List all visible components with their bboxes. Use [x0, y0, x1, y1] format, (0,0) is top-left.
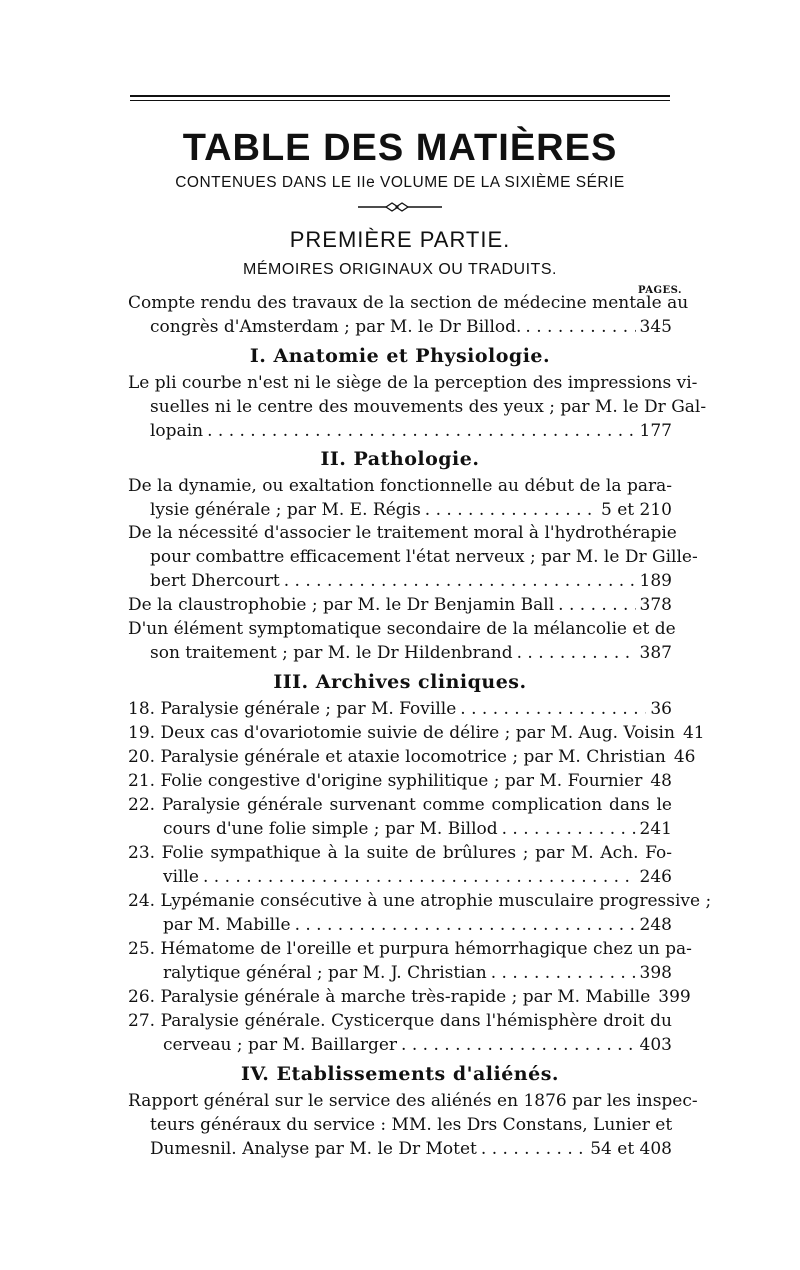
leader-dots	[295, 913, 636, 937]
toc-entry-line: De la dynamie, ou exaltation fonctionnelle au début de la para-	[128, 476, 672, 496]
leader-dots	[207, 419, 635, 443]
section-heading-archives: III. Archives cliniques.	[273, 671, 527, 693]
toc-entry-text: cours d'une folie simple ; par M. Billod	[163, 819, 498, 839]
toc-entry-line	[163, 1033, 672, 1057]
toc-entry-line	[128, 985, 691, 1009]
toc-entry-line: 25. Hématome de l'oreille et purpura hémorrhagique chez un pa-	[128, 939, 692, 959]
toc-entry-line	[150, 498, 672, 522]
toc-page-number: 41	[682, 723, 705, 743]
part-heading: PREMIÈRE PARTIE.	[289, 227, 511, 252]
toc-entry-text: 21. Folie congestive d'origine syphilitique ; par M. Fournier	[128, 771, 643, 791]
page-subtitle: CONTENUES DANS LE IIe VOLUME DE LA SIXIÈME SÉRIE	[175, 174, 625, 191]
leader-dots	[525, 315, 635, 339]
toc-page-number: 5 et 210	[601, 500, 672, 520]
toc-entry-text: 20. Paralysie générale et ataxie locomotrice ; par M. Christian	[128, 747, 666, 767]
toc-entry-line: 27. Paralysie générale. Cysticerque dans l'hémisphère droit du	[128, 1011, 672, 1031]
toc-entry-line: D'un élément symptomatique secondaire de la mélancolie et de	[128, 619, 676, 639]
toc-entry-text: 19. Deux cas d'ovariotomie suivie de délire ; par M. Aug. Voisin	[128, 723, 675, 743]
toc-entry-text: son traitement ; par M. le Dr Hildenbrand	[150, 643, 513, 663]
toc-entry-line	[163, 961, 672, 985]
section-heading-pathologie: II. Pathologie.	[320, 448, 480, 470]
toc-page-number: 177	[639, 421, 672, 441]
toc-entry-line	[128, 721, 705, 745]
leader-dots	[284, 569, 636, 593]
leader-dots	[517, 641, 636, 665]
leader-dots	[425, 498, 597, 522]
leader-dots	[401, 1033, 636, 1057]
toc-entry-text: lopain	[150, 421, 204, 441]
toc-entry-line	[150, 1137, 672, 1161]
toc-page-number: 54 et 408	[590, 1139, 672, 1159]
toc-entry-line	[150, 419, 672, 443]
toc-page-number: 189	[639, 571, 672, 591]
page-title: TABLE DES MATIÈRES	[182, 127, 618, 169]
toc-entry-line: Compte rendu des travaux de la section de médecine mentale au	[128, 293, 689, 313]
toc-entry-line	[128, 745, 696, 769]
section-heading-anatomie: I. Anatomie et Physiologie.	[249, 345, 551, 367]
toc-entry-text: ville	[163, 867, 199, 887]
toc-page-number: 46	[673, 747, 696, 767]
toc-entry-line: 23. Folie sympathique à la suite de brûlures ; par M. Ach. Fo-	[128, 843, 672, 863]
toc-entry-line	[150, 569, 672, 593]
part-subheading: MÉMOIRES ORIGINAUX OU TRADUITS.	[243, 261, 557, 278]
toc-page-number: 246	[639, 867, 672, 887]
toc-entry-line	[128, 697, 672, 721]
leader-dots	[558, 593, 635, 617]
toc-entry-line	[128, 769, 672, 793]
toc-entry-line: Le pli courbe n'est ni le siège de la perception des impressions vi-	[128, 373, 698, 393]
toc-entry-text: cerveau ; par M. Baillarger	[163, 1035, 398, 1055]
leader-dots	[203, 865, 636, 889]
toc-entry-line: teurs généraux du service : MM. les Drs Constans, Lunier et	[150, 1115, 673, 1135]
toc-entry-line	[150, 641, 672, 665]
toc-entry-text: congrès d'Amsterdam ; par M. le Dr Billod.	[150, 317, 522, 337]
toc-entry-line	[128, 593, 672, 617]
toc-page-number: 398	[639, 963, 672, 983]
toc-entry-line	[163, 865, 672, 889]
toc-entry-text: bert Dhercourt	[150, 571, 280, 591]
toc-entry-text: De la claustrophobie ; par M. le Dr Benjamin Ball	[128, 595, 555, 615]
toc-page-number: 345	[639, 317, 672, 337]
toc-entry-text: lysie générale ; par M. E. Régis	[150, 500, 421, 520]
toc-entry-line: 24. Lypémanie consécutive à une atrophie musculaire progressive ;	[128, 891, 712, 911]
toc-entry-text: Dumesnil. Analyse par M. le Dr Motet	[150, 1139, 477, 1159]
toc-entry-text: 18. Paralysie générale ; par M. Foville	[128, 699, 457, 719]
toc-entry-line: pour combattre efficacement l'état nerveux ; par M. le Dr Gille-	[150, 547, 698, 567]
toc-entry-line: De la nécessité d'associer le traitement moral à l'hydrothérapie	[128, 523, 677, 543]
toc-entry-text: ralytique général ; par M. J. Christian	[163, 963, 487, 983]
toc-entry-line: Rapport général sur le service des aliénés en 1876 par les inspec-	[128, 1091, 698, 1111]
toc-entry-line: 22. Paralysie générale survenant comme complication dans le	[128, 795, 672, 815]
section-heading-etablissements: IV. Etablissements d'aliénés.	[240, 1063, 560, 1085]
toc-page-number: 248	[639, 915, 672, 935]
leader-dots	[460, 697, 646, 721]
leader-dots	[502, 817, 636, 841]
toc-page-number: 387	[639, 643, 672, 663]
top-rule	[130, 95, 670, 97]
toc-entry-line	[163, 817, 672, 841]
toc-entry-text: par M. Mabille	[163, 915, 291, 935]
leader-dots	[481, 1137, 586, 1161]
toc-page-number: 378	[639, 595, 672, 615]
leader-dots	[491, 961, 636, 985]
top-rule-thin	[130, 100, 670, 101]
toc-page-number: 399	[658, 987, 691, 1007]
pages-column-label: PAGES.	[637, 285, 682, 296]
ornament-divider	[358, 201, 442, 213]
toc-page-number: 36	[650, 699, 672, 719]
toc-entry-line	[150, 315, 672, 339]
toc-page-number: 241	[639, 819, 672, 839]
toc-entry-text: 26. Paralysie générale à marche très-rapide ; par M. Mabille	[128, 987, 651, 1007]
toc-entry-line	[163, 913, 672, 937]
toc-page-number: 403	[639, 1035, 672, 1055]
toc-entry-line: suelles ni le centre des mouvements des yeux ; par M. le Dr Gal-	[150, 397, 707, 417]
toc-page-number: 48	[650, 771, 672, 791]
